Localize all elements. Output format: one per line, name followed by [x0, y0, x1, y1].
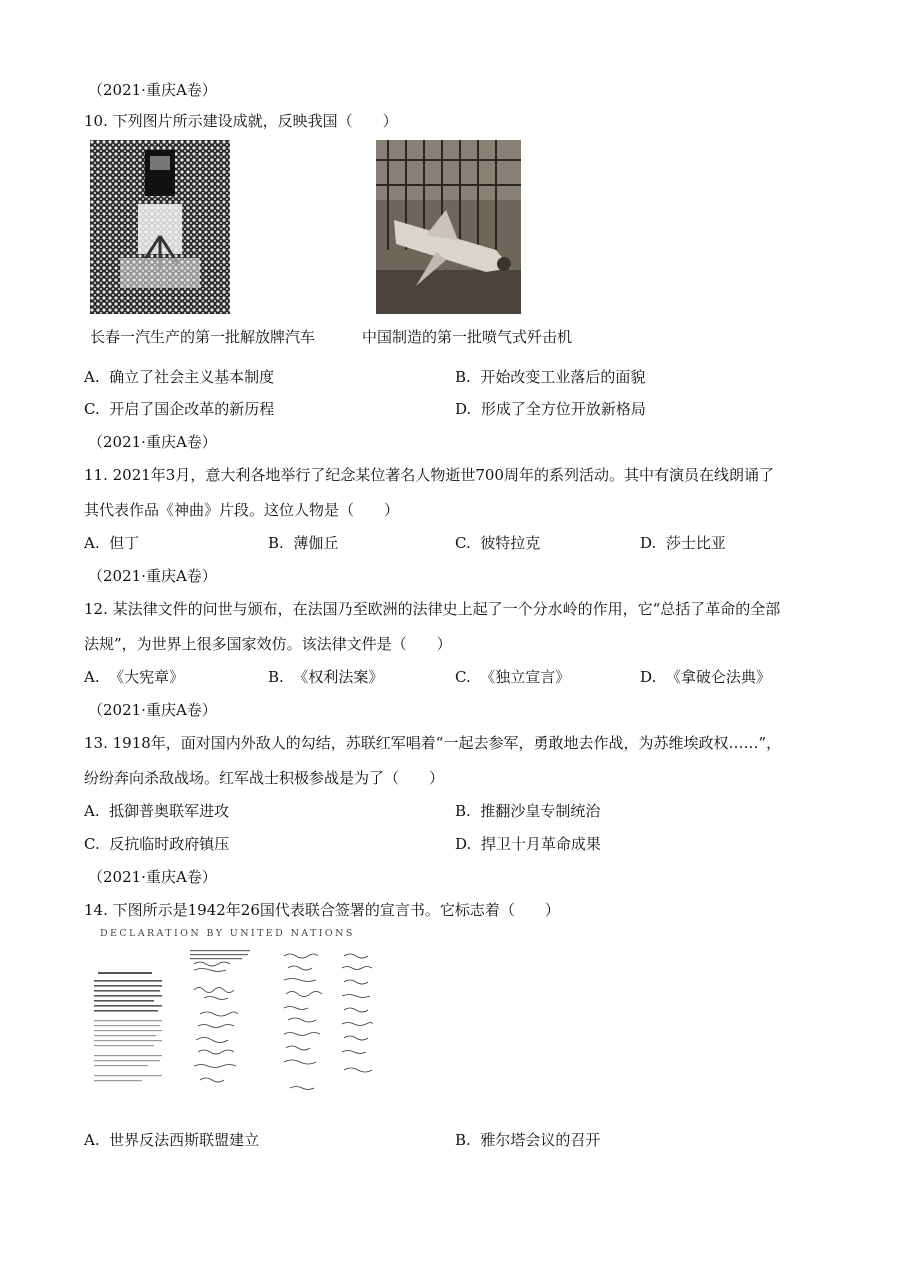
option-b: B. 《权利法案》: [268, 668, 384, 686]
question-stem: 13. 1918年，面对国内外敌人的勾结，苏联红军唱着“一起去参军，勇敢地去作战，为苏维埃政权……”，: [84, 734, 782, 752]
question-stem: 法规”，为世界上很多国家效仿。该法律文件是（ ）: [84, 635, 452, 653]
truck-crowd-photo: [90, 140, 230, 314]
option-d: D. 捍卫十月革命成果: [455, 835, 601, 853]
photo-caption-jet: 中国制造的第一批喷气式歼击机: [362, 328, 573, 346]
option-b: B. 雅尔塔会议的召开: [455, 1131, 601, 1149]
option-c: C. 反抗临时政府镇压: [84, 835, 230, 853]
option-a: A. 《大宪章》: [84, 668, 185, 686]
option-c: C. 开启了国企改革的新历程: [84, 400, 275, 418]
option-a: A. 确立了社会主义基本制度: [84, 368, 275, 386]
option-d: D. 形成了全方位开放新格局: [455, 400, 646, 418]
option-c: C. 彼特拉克: [455, 534, 541, 552]
question-source: （2021·重庆A卷）: [88, 433, 217, 451]
declaration-document-image: [94, 922, 384, 1102]
question-stem: 14. 下图所示是1942年26国代表联合签署的宣言书。它标志着（ ）: [84, 901, 560, 919]
declaration-heading: DECLARATION BY UNITED NATIONS: [100, 928, 355, 939]
question-source: （2021·重庆A卷）: [88, 567, 217, 585]
question-source: （2021·重庆A卷）: [88, 868, 217, 886]
option-d: D. 莎士比亚: [640, 534, 726, 552]
option-b: B. 薄伽丘: [268, 534, 339, 552]
question-stem: 纷纷奔向杀敌战场。红军战士积极参战是为了（ ）: [84, 769, 445, 787]
photo-caption-truck: 长春一汽生产的第一批解放牌汽车: [90, 328, 316, 346]
question-source: （2021·重庆A卷）: [88, 81, 217, 99]
question-source: （2021·重庆A卷）: [88, 701, 217, 719]
jet-fighter-factory-photo: [376, 140, 521, 314]
question-stem: 11. 2021年3月，意大利各地举行了纪念某位著名人物逝世700周年的系列活动。其中有演员在线朗诵了: [84, 466, 774, 484]
option-b: B. 开始改变工业落后的面貌: [455, 368, 646, 386]
option-a: A. 抵御普奥联军进攻: [84, 802, 230, 820]
option-a: A. 但丁: [84, 534, 140, 552]
question-stem: 其代表作品《神曲》片段。这位人物是（ ）: [84, 501, 400, 519]
question-stem: 10. 下列图片所示建设成就，反映我国（ ）: [84, 112, 398, 130]
option-c: C. 《独立宣言》: [455, 668, 571, 686]
option-b: B. 推翻沙皇专制统治: [455, 802, 601, 820]
option-d: D. 《拿破仑法典》: [640, 668, 771, 686]
option-a: A. 世界反法西斯联盟建立: [84, 1131, 260, 1149]
question-stem: 12. 某法律文件的问世与颁布，在法国乃至欧洲的法律史上起了一个分水岭的作用，它“总括了革命的全部: [84, 600, 781, 618]
